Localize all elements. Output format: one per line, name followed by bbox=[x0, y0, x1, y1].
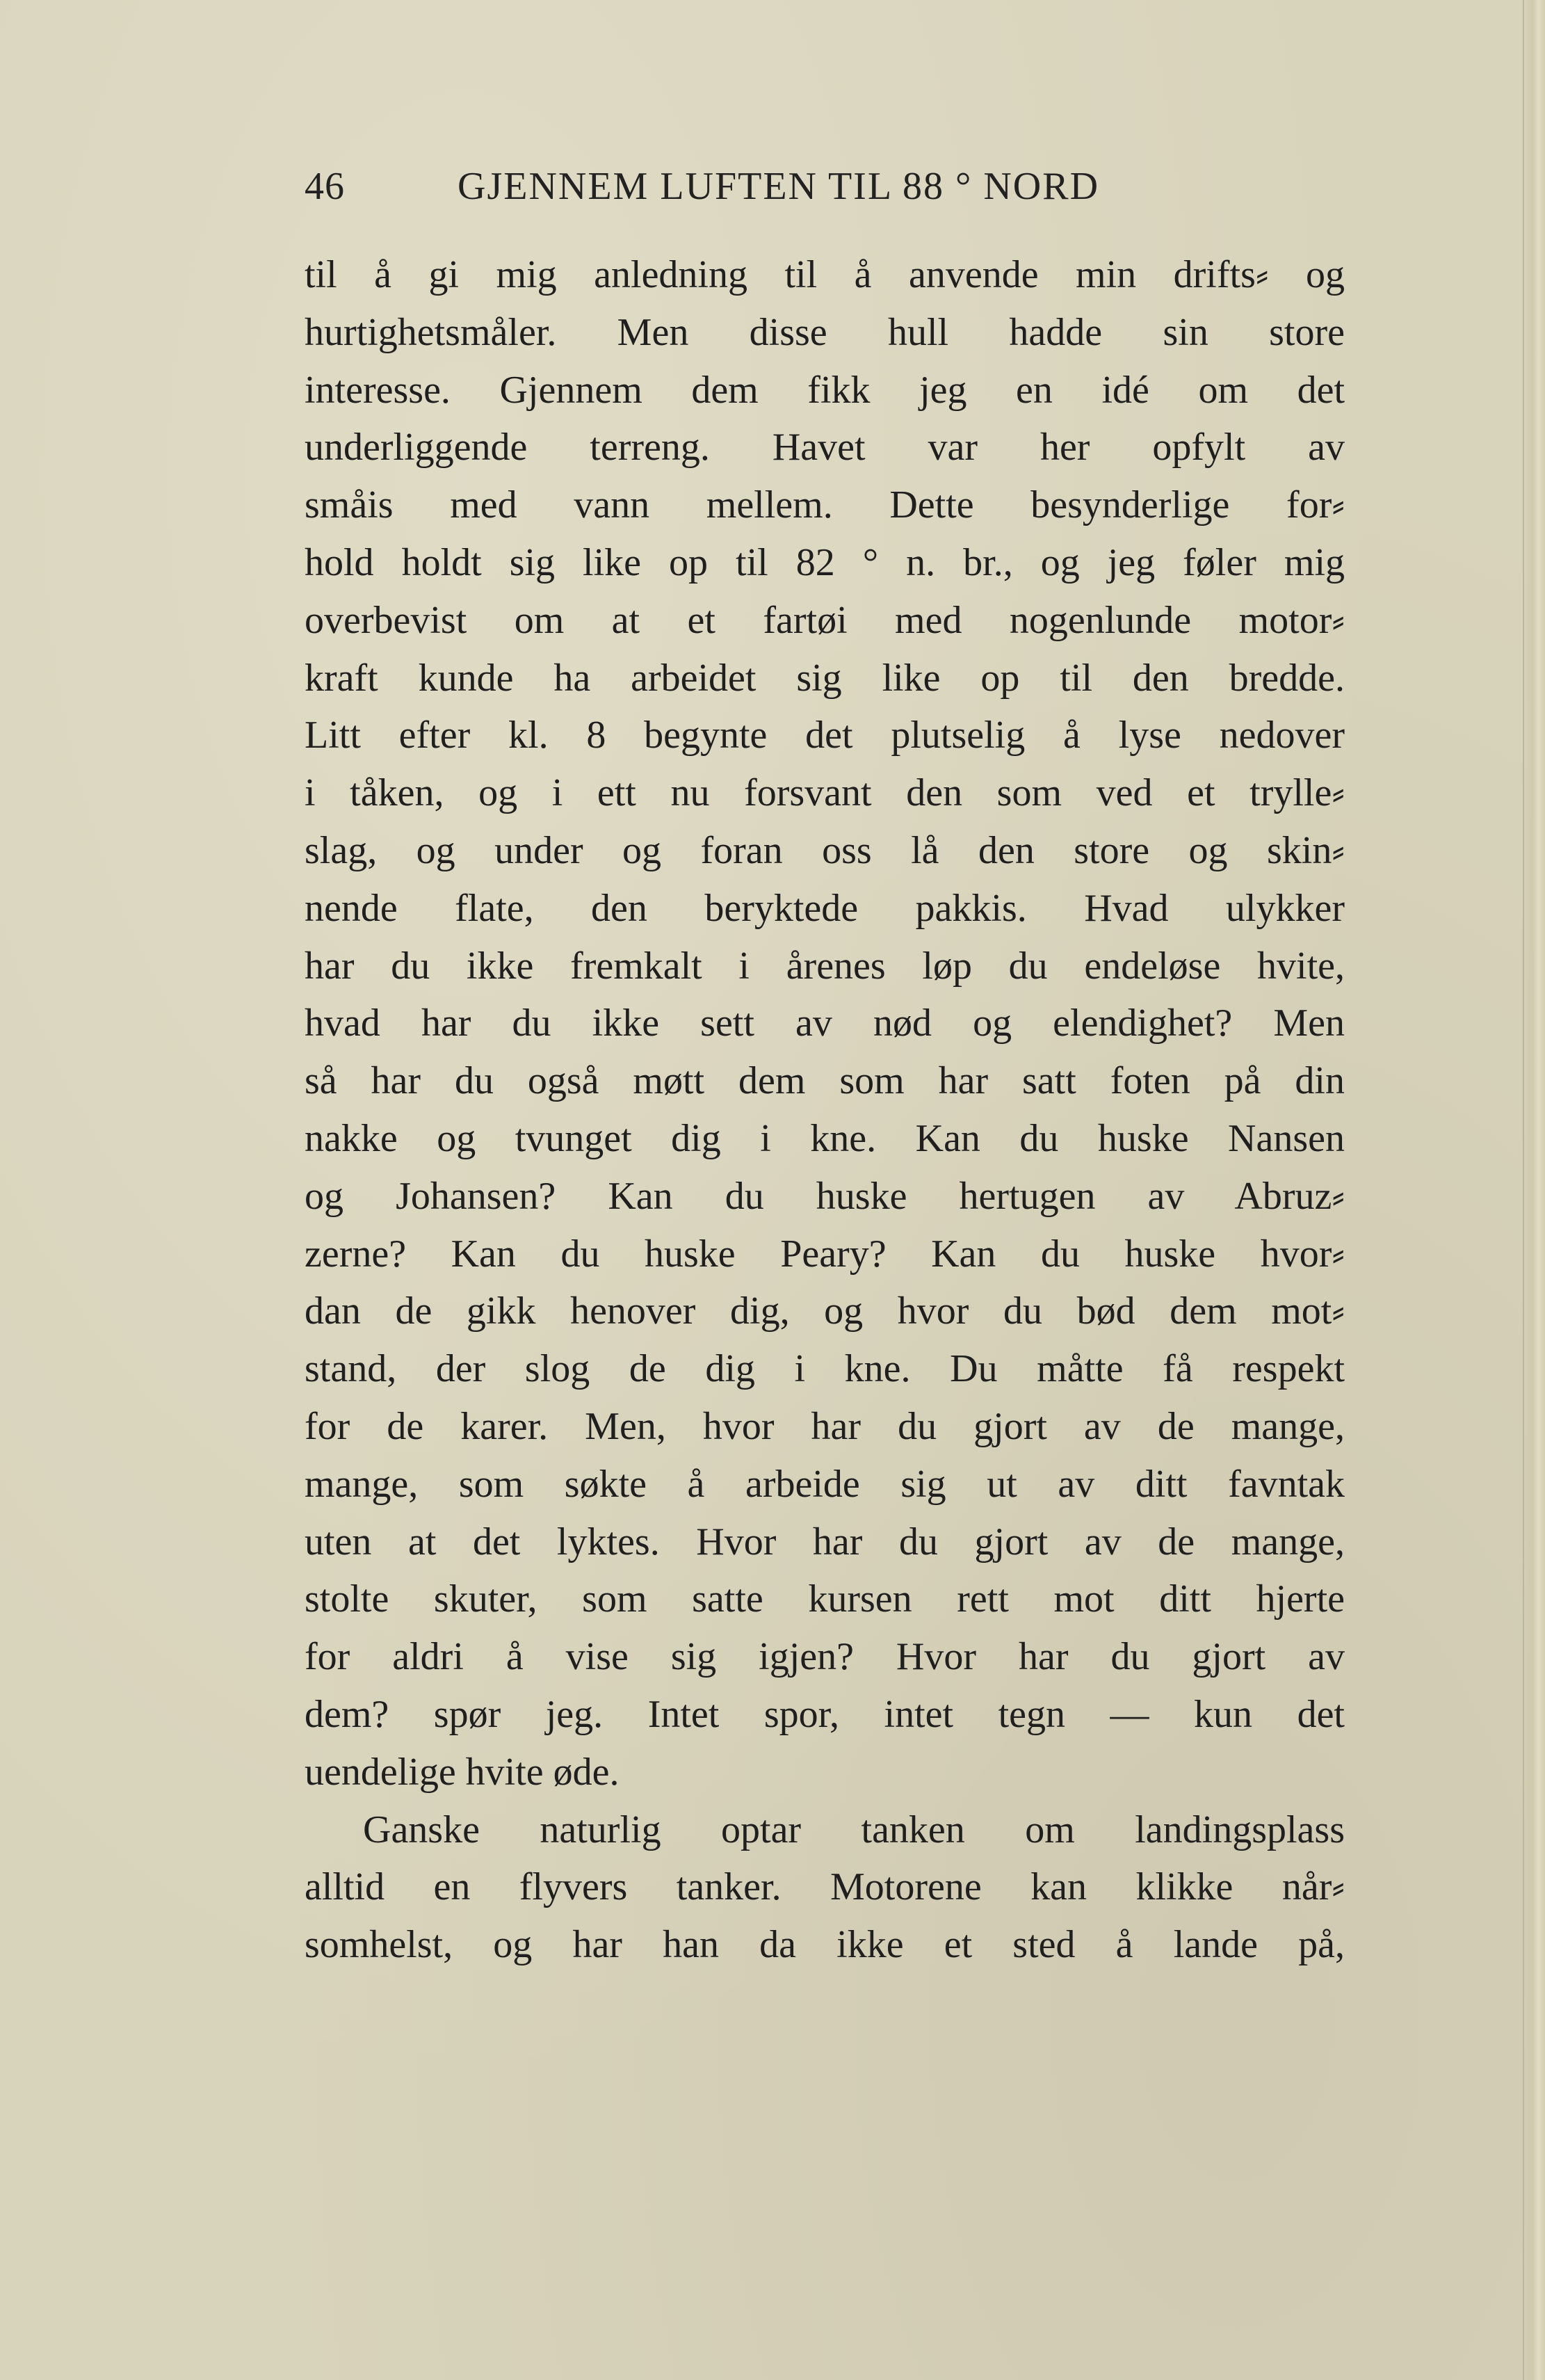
text-line: kraft kunde ha arbeidet sig like op til den bredde. bbox=[305, 656, 1345, 700]
text-line: i tåken, og i ett nu forsvant den som ved et trylle⸗ bbox=[305, 771, 1345, 815]
text-line: hold holdt sig like op til 82 ° n. br., og jeg føler mig bbox=[305, 540, 1345, 584]
text-line: dem? spør jeg. Intet spor, intet tegn — kun det bbox=[305, 1692, 1345, 1736]
body-text bbox=[305, 246, 1345, 1974]
text-line: har du ikke fremkalt i årenes løp du endeløse hvite, bbox=[305, 944, 1345, 988]
text-line: nende flate, den beryktede pakkis. Hvad ulykker bbox=[305, 886, 1345, 930]
text-line: hvad har du ikke sett av nød og elendighet? Men bbox=[305, 1002, 1345, 1045]
running-title: GJENNEM LUFTEN TIL 88 ° NORD bbox=[458, 165, 1100, 208]
text-line: uendelige hvite øde. bbox=[305, 1750, 620, 1794]
text-line: Ganske naturlig optar tanken om landingsplass bbox=[363, 1808, 1345, 1851]
text-line: underliggende terreng. Havet var her opfylt av bbox=[305, 426, 1345, 469]
page-number: 46 bbox=[305, 165, 345, 208]
text-line: zerne? Kan du huske Peary? Kan du huske hvor⸗ bbox=[305, 1232, 1345, 1276]
page-edge bbox=[1523, 0, 1545, 2380]
text-line: nakke og tvunget dig i kne. Kan du huske Nansen bbox=[305, 1116, 1345, 1160]
text-line: somhelst, og har han da ikke et sted å lande på, bbox=[305, 1923, 1345, 1967]
text-line: alltid en flyvers tanker. Motorene kan klikke når⸗ bbox=[305, 1865, 1345, 1909]
text-line: stand, der slog de dig i kne. Du måtte få respekt bbox=[305, 1347, 1345, 1391]
text-line: overbevist om at et fartøi med nogenlunde motor⸗ bbox=[305, 598, 1345, 642]
text-line: til å gi mig anledning til å anvende min drifts⸗ og bbox=[305, 253, 1345, 296]
text-line: stolte skuter, som satte kursen rett mot ditt hjerte bbox=[305, 1577, 1345, 1621]
text-line: så har du også møtt dem som har satt foten på din bbox=[305, 1059, 1345, 1103]
text-line: mange, som søkte å arbeide sig ut av ditt favntak bbox=[305, 1462, 1345, 1506]
text-line: hurtighetsmåler. Men disse hull hadde sin store bbox=[305, 310, 1345, 354]
text-line: og Johansen? Kan du huske hertugen av Abruz⸗ bbox=[305, 1174, 1345, 1218]
text-line: uten at det lyktes. Hvor har du gjort av de mange, bbox=[305, 1520, 1345, 1563]
text-line: interesse. Gjennem dem fikk jeg en idé om det bbox=[305, 368, 1345, 412]
text-line: dan de gikk henover dig, og hvor du bød dem mot⸗ bbox=[305, 1289, 1345, 1333]
text-line: slag, og under og foran oss lå den store og skin⸗ bbox=[305, 828, 1345, 872]
text-line: Litt efter kl. 8 begynte det plutselig å lyse nedover bbox=[305, 714, 1345, 757]
page-header bbox=[305, 164, 1278, 213]
text-line: småis med vann mellem. Dette besynderlige for⸗ bbox=[305, 483, 1345, 527]
text-line: for de karer. Men, hvor har du gjort av de mange, bbox=[305, 1404, 1345, 1448]
text-line: for aldri å vise sig igjen? Hvor har du gjort av bbox=[305, 1635, 1345, 1679]
